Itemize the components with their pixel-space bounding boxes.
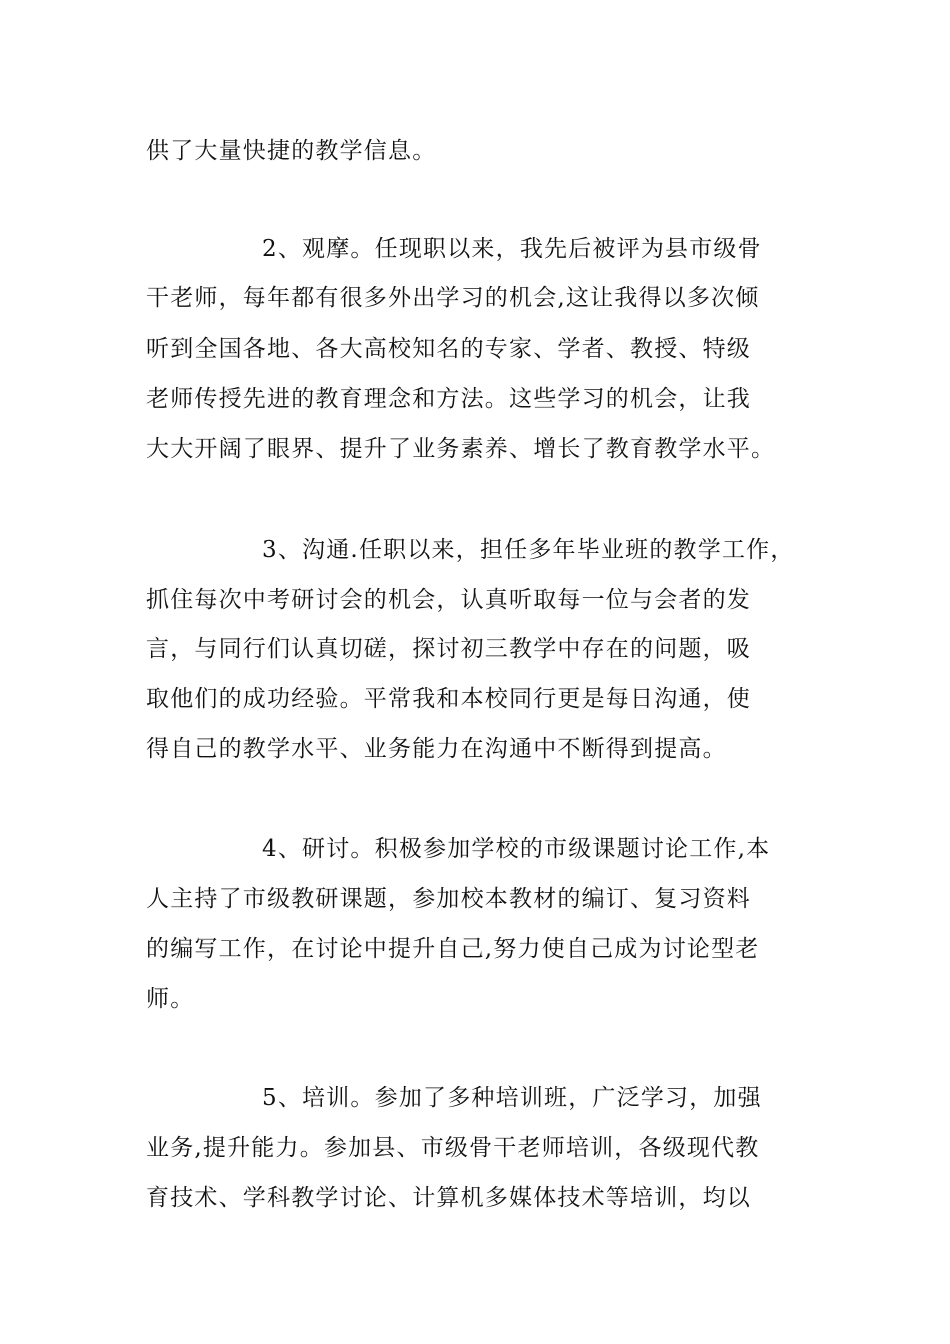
text-line: 抓住每次中考研讨会的机会，认真听取每一位与会者的发 [146,587,751,613]
text-line: 听到全国各地、各大高校知名的专家、学者、教授、特级 [146,336,751,362]
text-line: 5、培训。参加了多种培训班，广泛学习，加强 [262,1085,762,1111]
text-line: 老师传授先进的教育理念和方法。这些学习的机会，让我 [146,386,751,412]
text-line: 业务,提升能力。参加县、市级骨干老师培训，各级现代教 [146,1135,760,1161]
text-line: 供了大量快捷的教学信息。 [146,138,437,164]
text-line: 干老师，每年都有很多外出学习的机会,这让我得以多次倾 [146,285,760,311]
text-line: 大大开阔了眼界、提升了业务素养、增长了教育教学水平。 [146,436,776,462]
text-line: 4、研讨。积极参加学校的市级课题讨论工作,本 [262,836,771,862]
text-line: 言，与同行们认真切磋，探讨初三教学中存在的问题，吸 [146,636,751,662]
text-line: 育技术、学科教学讨论、计算机多媒体技术等培训，均以 [146,1185,751,1211]
text-line: 人主持了市级教研课题，参加校本教材的编订、复习资料 [146,886,751,912]
text-line: 3、沟通.任职以来，担任多年毕业班的教学工作， [262,537,795,563]
text-line: 的编写工作，在讨论中提升自己,努力使自己成为讨论型老 [146,936,760,962]
text-line: 得自己的教学水平、业务能力在沟通中不断得到提高。 [146,736,727,762]
text-line: 2、观摩。任现职以来，我先后被评为县市级骨 [262,236,762,262]
text-line: 师。 [146,986,195,1012]
text-line: 取他们的成功经验。平常我和本校同行更是每日沟通，使 [146,686,751,712]
